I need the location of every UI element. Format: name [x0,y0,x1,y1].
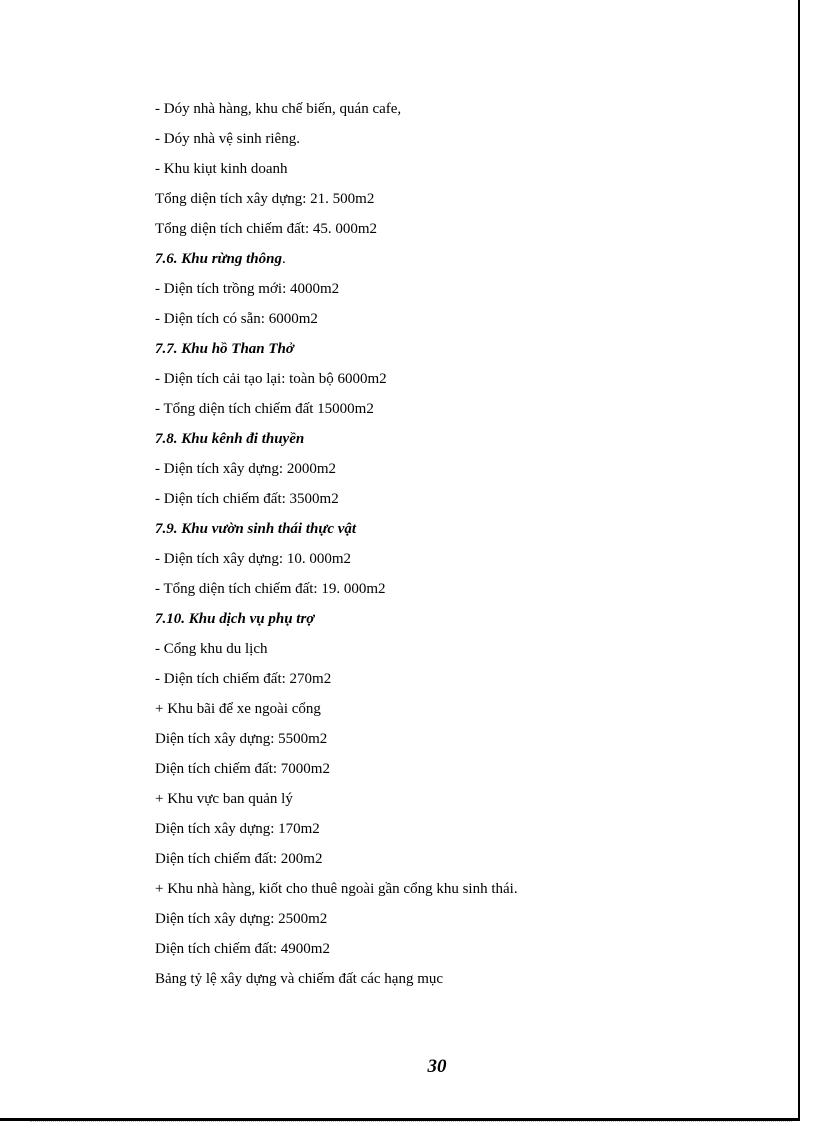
line-text: Diện tích xây dựng: 2500m2 [155,911,328,927]
text-line [155,724,518,754]
line-text: - Diện tích xây dựng: 2000m2 [155,461,337,477]
line-text: 7.6. Khu rừng thông [155,251,282,267]
section-heading [155,424,518,454]
line-text: - Diện tích có sẵn: 6000m2 [155,311,318,327]
text-line [155,364,518,394]
text-line [155,274,518,304]
text-line [155,484,518,514]
line-text: Tổng diện tích chiếm đất: 45. 000m2 [155,221,378,237]
text-line [155,544,518,574]
line-text: 7.9. Khu vườn sinh thái thực vật [155,521,357,537]
text-line [155,574,518,604]
section-heading [155,514,518,544]
line-text: Diện tích xây dựng: 5500m2 [155,731,328,747]
text-line [155,784,518,814]
text-line [155,814,518,844]
text-line [155,184,518,214]
text-line [155,94,518,124]
page-number: 30 [427,1056,447,1077]
line-text: Bảng tỷ lệ xây dựng và chiếm đất các hạng mục [155,971,444,987]
line-text: + Khu nhà hàng, kiốt cho thuê ngoài gần cổng khu sinh thái. [155,881,518,897]
text-line [155,454,518,484]
line-suffix: . [281,251,286,267]
page-break-line [30,1121,792,1122]
section-heading [155,334,518,364]
line-text: Diện tích chiếm đất: 200m2 [155,851,323,867]
line-text: - Diện tích xây dựng: 10. 000m2 [155,551,352,567]
text-line [155,394,518,424]
text-line [155,154,518,184]
line-text: - Diện tích trồng mới: 4000m2 [155,281,340,297]
section-heading [155,604,518,634]
text-line [155,934,518,964]
text-line [155,214,518,244]
line-text: Tổng diện tích xây dựng: 21. 500m2 [155,191,375,207]
line-text: + Khu bãi để xe ngoài cổng [155,701,321,717]
text-line [155,844,518,874]
line-text: - Tổng diện tích chiếm đất 15000m2 [155,401,374,417]
line-text: Diện tích chiếm đất: 4900m2 [155,941,330,957]
line-text: - Diện tích chiếm đất: 270m2 [155,671,332,687]
text-line [155,694,518,724]
line-text: 7.7. Khu hồ Than Thở [155,341,294,357]
line-text: 7.10. Khu dịch vụ phụ trợ [155,611,315,627]
line-text: Diện tích xây dựng: 170m2 [155,821,320,837]
line-text: - Khu kiụt kinh doanh [155,161,288,177]
text-line [155,874,518,904]
document-body [155,94,518,994]
text-line [155,664,518,694]
line-text: - Diện tích chiếm đất: 3500m2 [155,491,339,507]
text-line [155,964,518,994]
line-text: + Khu vực ban quản lý [155,791,293,807]
line-text: - Dóy nhà hàng, khu chế biến, quán cafe, [155,101,402,117]
line-text: - Tổng diện tích chiếm đất: 19. 000m2 [155,581,386,597]
line-text: - Dóy nhà vệ sinh riêng. [155,131,300,147]
text-line [155,754,518,784]
text-line [155,904,518,934]
line-text: - Cổng khu du lịch [155,641,268,657]
line-text: Diện tích chiếm đất: 7000m2 [155,761,330,777]
line-text: 7.8. Khu kênh đi thuyền [155,431,305,447]
text-line [155,124,518,154]
line-text: - Diện tích cải tạo lại: toàn bộ 6000m2 [155,371,387,387]
section-heading [155,244,518,274]
text-line [155,634,518,664]
text-line [155,304,518,334]
